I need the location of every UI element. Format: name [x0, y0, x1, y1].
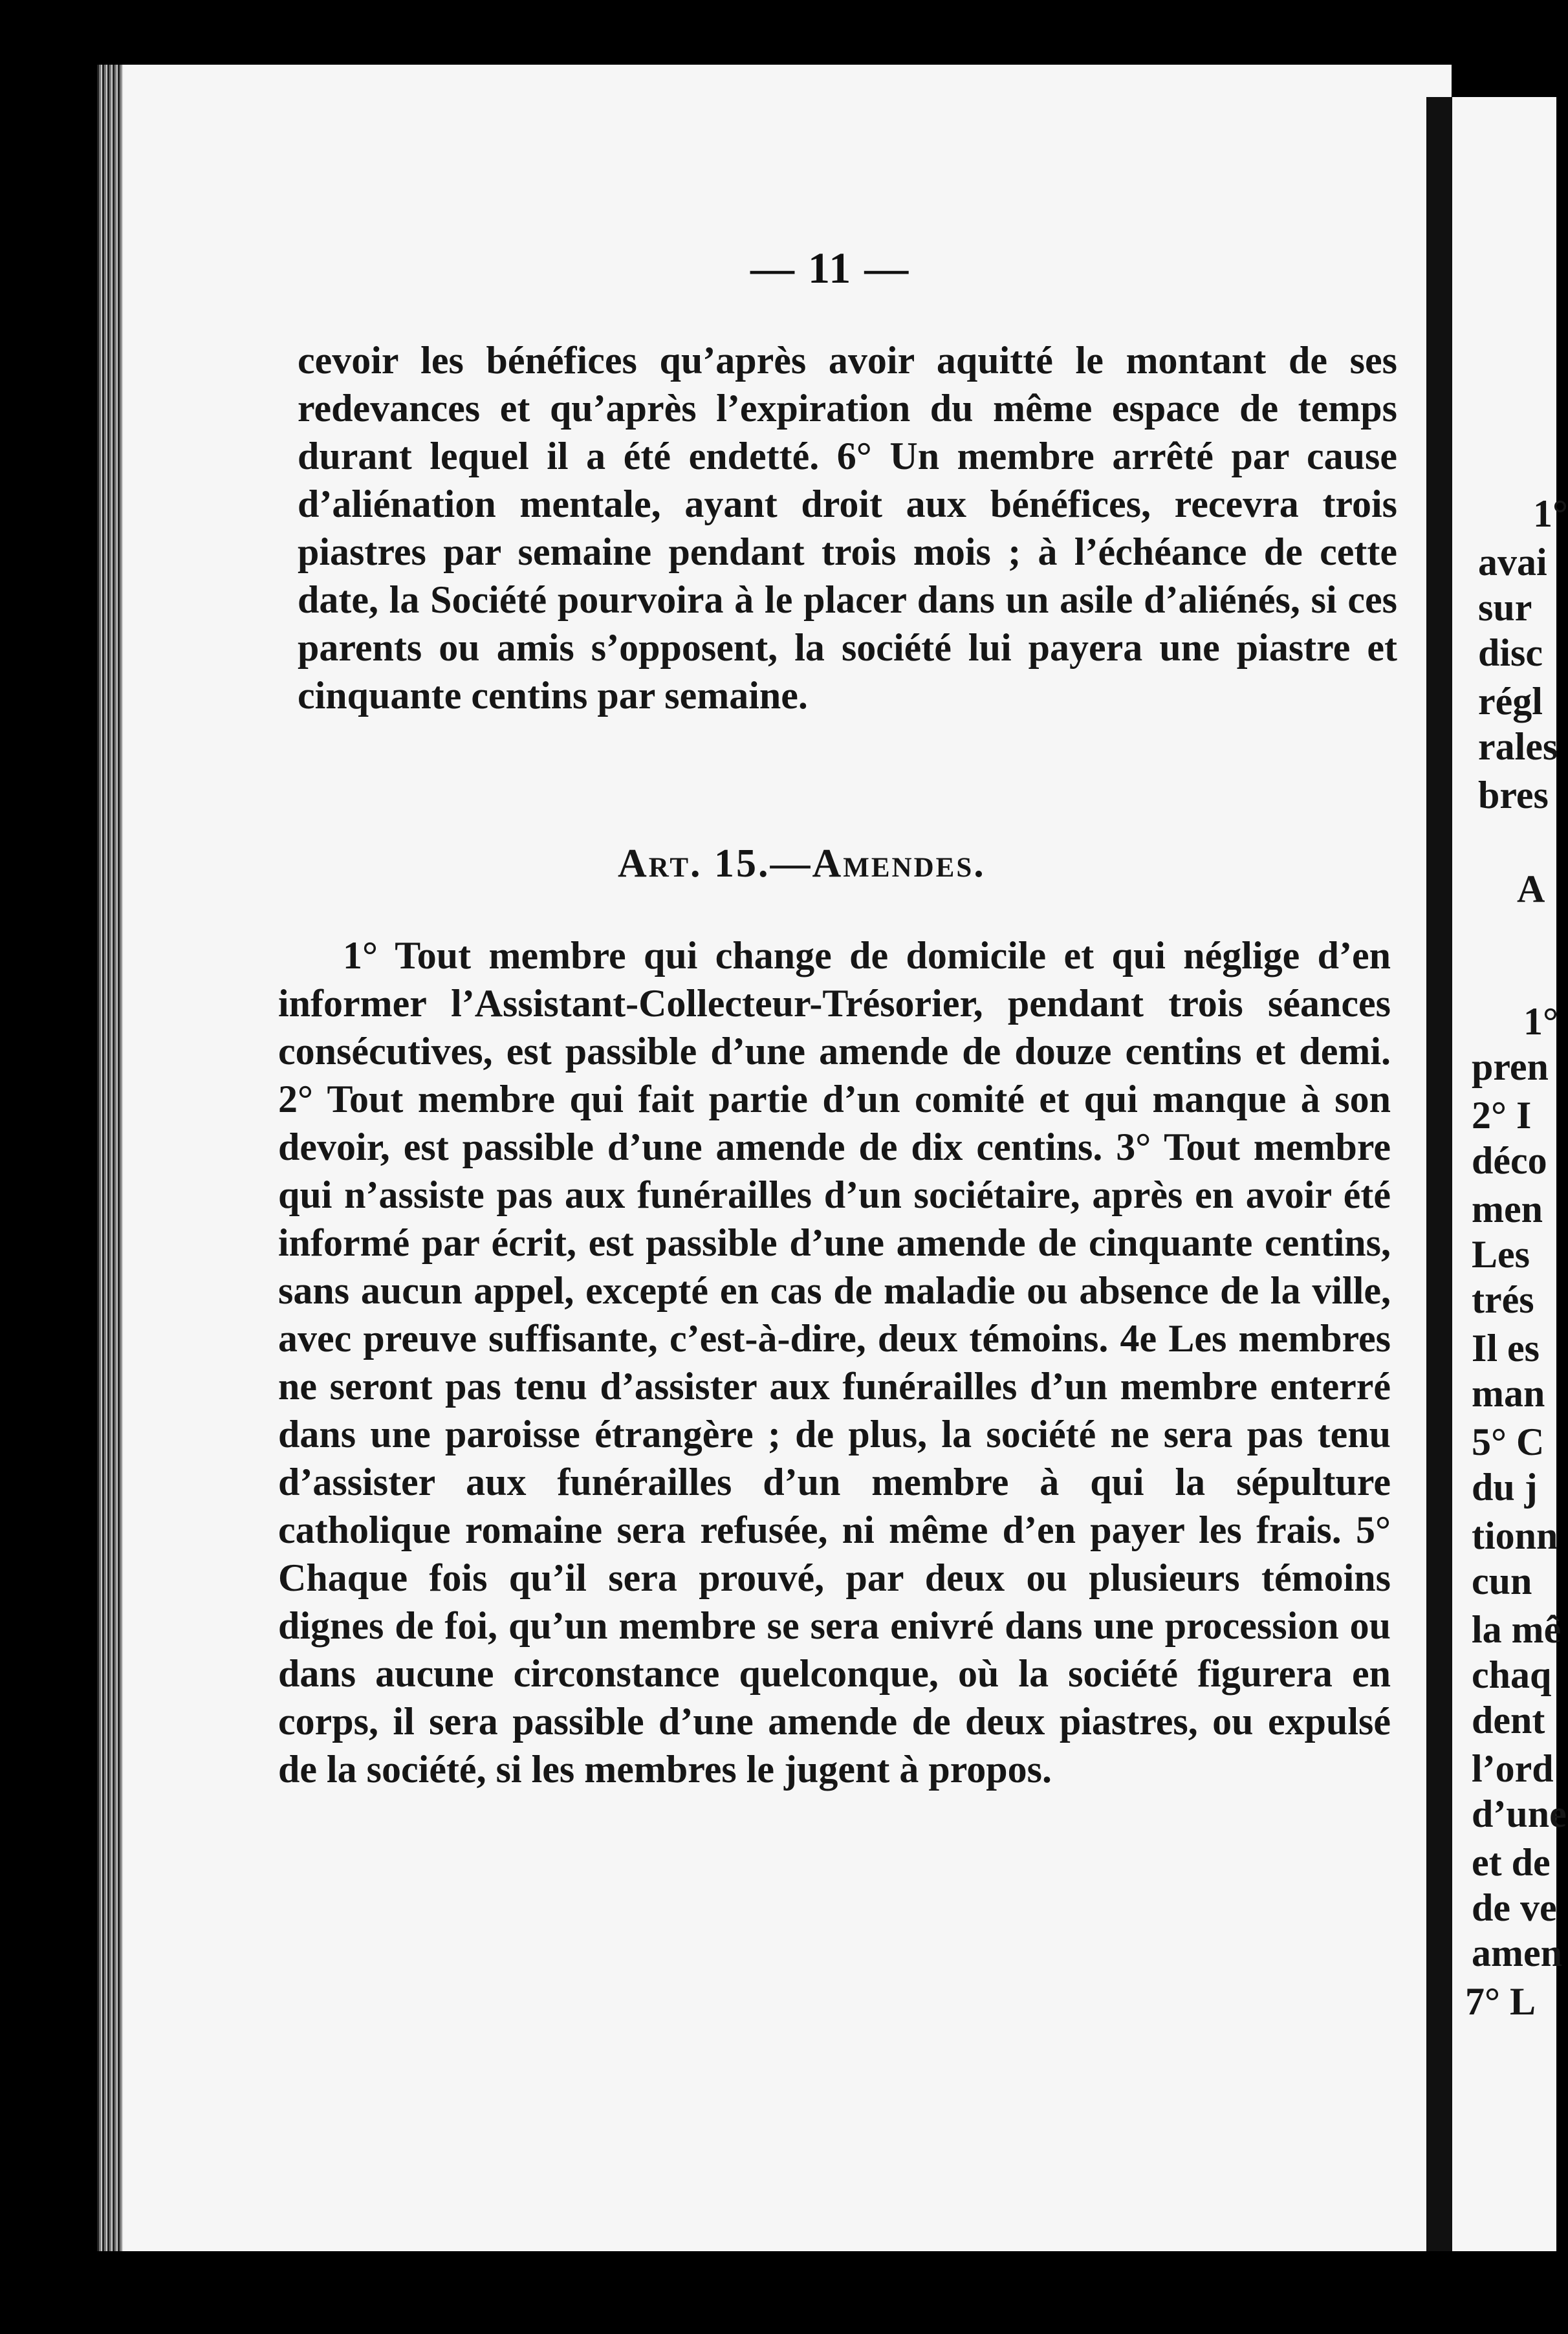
page-number: — 11 —	[750, 243, 910, 292]
facing-page-fragment: d’une	[1472, 1793, 1567, 1835]
page-edge-stack	[97, 65, 123, 2251]
facing-page-fragment: sur	[1478, 586, 1532, 629]
facing-page-fragment: cun	[1472, 1560, 1532, 1602]
facing-page-fragment: men	[1472, 1188, 1543, 1230]
facing-page-fragment: bres	[1478, 774, 1549, 816]
facing-page-fragment: avai	[1478, 541, 1547, 584]
facing-page-fragment: dent	[1472, 1699, 1545, 1741]
facing-page-fragment: régl	[1478, 680, 1543, 723]
facing-page-fragment: l’ord	[1472, 1747, 1554, 1790]
facing-page-fragment: Il es	[1472, 1327, 1540, 1369]
article-heading: Art. 15.—Amendes.	[618, 842, 986, 886]
paragraph-amendes: 1° Tout membre qui change de domicile et qui néglige d’en informer l’Assistant-Collecteur-Trésorier, pendant trois séances consécutives, est passible d’une amende de douze centins et demi. 2° Tout membre qui fait partie d’un comité et qui manque à son devoir, est passible d’une amende de dix centins. 3° Tout membre qui n’assiste pas aux funérailles d’un sociétaire, après en avoir été informé par écrit, est passible d’une amende de cinquante centins, sans aucun appel, excepté en cas de maladie ou absence de la ville, avec preuve suffisante, c’est-à-dire, deux témoins. 4e Les membres ne seront pas tenu d’assister aux funérailles d’un membre enterré dans une paroisse étrangère ; de plus, la société ne sera pas tenu d’assister aux funérailles d’un membre à qui la sépulture catholique romaine sera refusée, ni même d’en payer les frais. 5° Chaque fois qu’il sera prouvé, par deux ou plusieurs témoins dignes de foi, qu’un membre se sera enivré dans une procession ou dans aucune circonstance quelconque, où la société figurera en corps, il sera passible d’une amende de deux piastres, ou expulsé de la société, si les membres le jugent à propos.	[278, 934, 1391, 1791]
facing-page-fragment: de ve	[1472, 1886, 1557, 1929]
facing-page-fragment: chaq	[1472, 1653, 1552, 1696]
facing-page-fragment: tionn	[1472, 1514, 1558, 1557]
facing-page-fragment: et de	[1472, 1841, 1551, 1884]
facing-page-fragment: 1°	[1523, 1000, 1558, 1043]
facing-page-fragment: 7° L	[1465, 1980, 1536, 2023]
facing-page-fragment: trés	[1472, 1278, 1534, 1321]
facing-page-fragment: 5° C	[1472, 1421, 1545, 1463]
scan-border	[0, 2251, 1556, 2334]
facing-page-fragment: Les	[1472, 1233, 1530, 1276]
paragraph-continuation: cevoir les bénéfices qu’après avoir aquitté le montant de ses redevances et qu’après l’expiration du même espace de temps durant lequel il a été endetté. 6° Un membre arrêté par cause d’aliénation mentale, ayant droit aux bénéfices, recevra trois piastres par semaine pendant trois mois ; à l’échéance de cette date, la Société pourvoira à le placer dans un asile d’aliénés, si ces parents ou amis s’opposent, la société lui payera une piastre et cinquante centins par semaine.	[298, 339, 1397, 717]
facing-page-fragment: 1°	[1533, 492, 1568, 535]
facing-page-fragment: 2° I	[1472, 1094, 1532, 1137]
facing-page-fragment: pren	[1472, 1045, 1549, 1088]
facing-page-fragment: amen	[1472, 1932, 1562, 1974]
facing-page-fragment: disc	[1478, 631, 1543, 674]
facing-page-fragment: la mê	[1472, 1608, 1562, 1651]
facing-page-fragment: du j	[1472, 1466, 1538, 1509]
facing-page-fragment: man	[1472, 1372, 1545, 1415]
facing-page-fragment: A	[1517, 867, 1545, 910]
facing-page-fragment: déco	[1472, 1139, 1547, 1182]
book-spine	[1426, 97, 1452, 2251]
facing-page-fragment: rales	[1478, 725, 1558, 768]
